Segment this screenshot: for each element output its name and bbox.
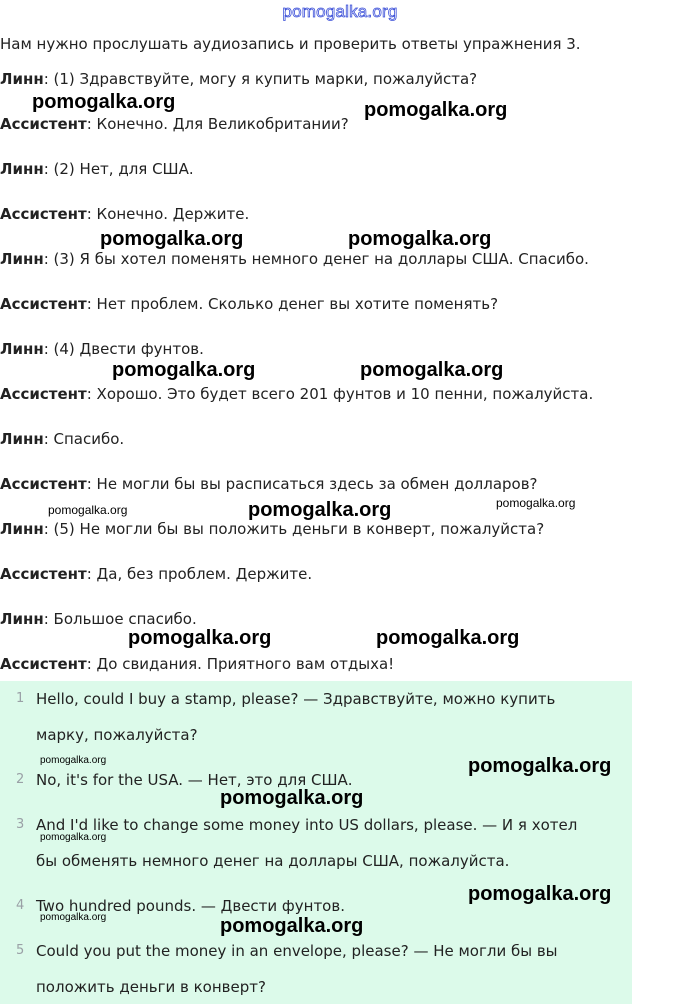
watermark: pomogalka.org xyxy=(376,627,520,649)
line-text: : Да, без проблем. Держите. xyxy=(86,565,313,583)
speaker-name: Ассистент xyxy=(0,385,87,403)
watermark: pomogalka.org xyxy=(468,883,612,905)
line-text: : (4) Двести фунтов. xyxy=(43,340,204,358)
answer-number: 4 xyxy=(16,898,25,913)
speaker-name: Ассистент xyxy=(0,295,87,313)
watermark: pomogalka.org xyxy=(220,915,364,937)
watermark: pomogalka.org xyxy=(348,228,492,250)
watermark: pomogalka.org xyxy=(40,755,107,766)
line-text: : Не могли бы вы расписаться здесь за обмен долларов? xyxy=(86,475,538,493)
watermark: pomogalka.org xyxy=(468,755,612,777)
watermark: pomogalka.org xyxy=(100,228,244,250)
answer-text: марку, пожалуйста? xyxy=(36,726,198,744)
answer-text: Hello, could I buy a stamp, please? — Здравствуйте, можно купить xyxy=(36,690,556,708)
line-text: : (1) Здравствуйте, могу я купить марки, пожалуйста? xyxy=(43,70,478,88)
watermark: pomogalka.org xyxy=(220,787,364,809)
answer-number: 1 xyxy=(16,691,25,706)
dialogue-line xyxy=(0,654,672,674)
dialogue-line xyxy=(0,249,672,269)
watermark: pomogalka.org xyxy=(48,503,128,517)
answer-number: 2 xyxy=(16,772,25,787)
line-text: : Хорошо. Это будет всего 201 фунтов и 10 пенни, пожалуйста. xyxy=(86,385,594,403)
dialogue-line xyxy=(0,69,672,89)
watermark: pomogalka.org xyxy=(360,359,504,381)
dialogue-line xyxy=(0,384,672,404)
dialogue-line xyxy=(0,339,672,359)
speaker-name: Линн xyxy=(0,520,44,538)
watermark: pomogalka.org xyxy=(40,832,107,843)
speaker-name: Линн xyxy=(0,160,44,178)
watermark: pomogalka.org xyxy=(32,91,176,113)
answer-number: 3 xyxy=(16,817,25,832)
answer-text: Could you put the money in an envelope, please? — Не могли бы вы xyxy=(36,942,558,960)
line-text: : До свидания. Приятного вам отдыха! xyxy=(86,655,395,673)
speaker-name: Линн xyxy=(0,70,44,88)
speaker-name: Ассистент xyxy=(0,565,87,583)
speaker-name: Линн xyxy=(0,430,44,448)
speaker-name: Ассистент xyxy=(0,475,87,493)
dialogue-line xyxy=(0,204,672,224)
speaker-name: Ассистент xyxy=(0,655,87,673)
speaker-name: Линн xyxy=(0,250,44,268)
answer-text: No, it's for the USA. — Нет, это для США. xyxy=(36,771,353,789)
dialogue-line xyxy=(0,159,672,179)
answer-number: 5 xyxy=(16,943,25,958)
watermark: pomogalka.org xyxy=(364,99,508,121)
answer-text: Two hundred pounds. — Двести фунтов. xyxy=(36,897,345,915)
watermark: pomogalka.org xyxy=(112,359,256,381)
watermark: pomogalka.org xyxy=(248,499,392,521)
line-text: : (3) Я бы хотел поменять немного денег на доллары США. Спасибо. xyxy=(43,250,589,268)
line-text: : Спасибо. xyxy=(43,430,125,448)
dialogue-line xyxy=(0,564,672,584)
watermark: pomogalka.org xyxy=(496,496,576,510)
answer-text: положить деньги в конверт? xyxy=(36,978,266,996)
line-text: : (5) Не могли бы вы положить деньги в конверт, пожалуйста? xyxy=(43,520,545,538)
dialogue-line xyxy=(0,294,672,314)
dialogue-line xyxy=(0,519,672,539)
line-text: : Большое спасибо. xyxy=(43,610,197,628)
dialogue-line xyxy=(0,474,672,494)
answer-text: And I'd like to change some money into US dollars, please. — И я хотел xyxy=(36,816,578,834)
watermark: pomogalka.org xyxy=(40,912,107,923)
dialogue-line xyxy=(0,429,672,449)
speaker-name: Линн xyxy=(0,610,44,628)
speaker-name: Ассистент xyxy=(0,115,87,133)
dialogue-line xyxy=(0,114,672,134)
line-text: : Конечно. Держите. xyxy=(86,205,250,223)
answer-text: бы обменять немного денег на доллары США, пожалуйста. xyxy=(36,852,510,870)
dialogue-line xyxy=(0,609,672,629)
watermark: pomogalka.org xyxy=(128,627,272,649)
line-text: : Нет проблем. Сколько денег вы хотите поменять? xyxy=(86,295,499,313)
intro-text: Нам нужно прослушать аудиозапись и проверить ответы упражнения 3. xyxy=(0,35,581,53)
speaker-name: Линн xyxy=(0,340,44,358)
speaker-name: Ассистент xyxy=(0,205,87,223)
site-logo[interactable]: pomogalka.org xyxy=(282,2,398,21)
line-text: : Конечно. Для Великобритании? xyxy=(86,115,349,133)
line-text: : (2) Нет, для США. xyxy=(43,160,194,178)
